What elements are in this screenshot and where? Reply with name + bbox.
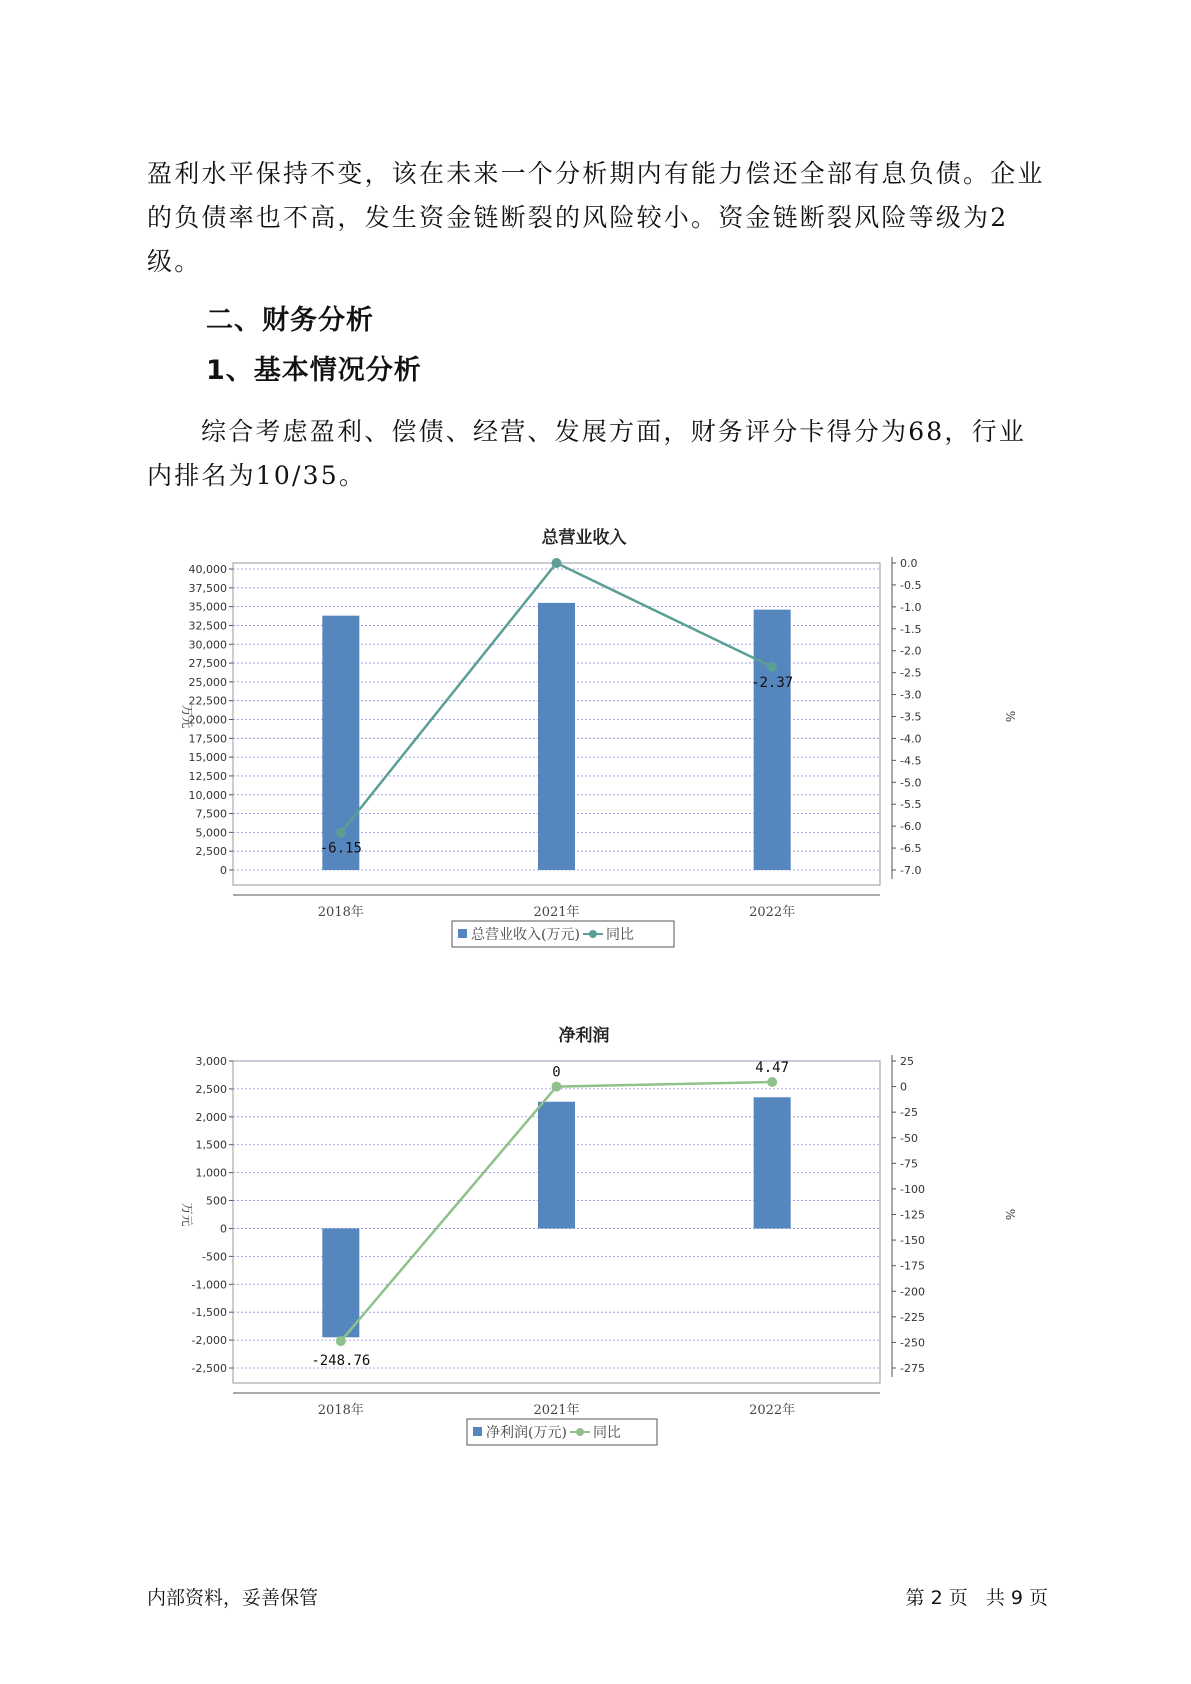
data-label: 4.47 [755,1060,790,1077]
series-point [336,1336,346,1346]
paragraph-risk: 盈利水平保持不变，该在未来一个分析期内有能力偿还全部有息负债。企业的负债率也不高，发生资金链断裂的风险较小。资金链断裂风险等级为2级。 [147,159,1045,276]
footer-page-number: 第 2 页 共 9 页 [905,1587,1048,1609]
y2-axis-label: % [1003,710,1017,723]
y-tick-label: 17,500 [188,732,227,746]
y-axis-label: 万元 [180,704,194,729]
y2-tick-label: -175 [900,1259,925,1273]
chart-net-profit [170,1023,1030,1483]
y-axis-label: 万元 [180,1202,194,1227]
y-tick-label: 10,000 [188,788,227,802]
y2-tick-label: 25 [900,1055,914,1068]
y2-tick-label: -0.5 [900,578,922,592]
bar [538,603,575,870]
y-tick-label: 25,000 [188,675,227,689]
bar [754,610,791,870]
chart-total-revenue-svg [170,525,1030,985]
x-tick-label: 2021年 [533,1403,580,1418]
subsection-heading-basic-analysis: 1、基本情况分析 [206,355,422,386]
y2-tick-label: -6.5 [900,842,922,856]
x-tick-label: 2021年 [533,905,580,920]
series-point [552,1082,562,1092]
chart-net-profit-svg [170,1023,1030,1483]
legend-line-marker [576,1428,584,1436]
y2-tick-label: -3.0 [900,688,922,702]
bar [322,1228,359,1337]
y-tick-label: -2,500 [191,1362,227,1375]
legend-bar-label: 总营业收入(万元) [471,927,580,943]
y-tick-label: 3,000 [195,1055,227,1068]
y2-tick-label: -250 [900,1336,925,1350]
legend-line-label: 同比 [592,1425,621,1441]
legend-line-marker [589,930,597,938]
y-tick-label: -2,000 [191,1334,227,1348]
x-tick-label: 2022年 [749,905,796,920]
y2-tick-label: -150 [900,1234,925,1248]
y2-tick-label: -5.0 [900,776,922,790]
y-tick-label: 27,500 [188,657,227,671]
y2-tick-label: 0.0 [900,557,918,570]
y-tick-label: -500 [202,1250,227,1264]
y-tick-label: 20,000 [188,713,227,727]
y-tick-label: -1,000 [191,1278,227,1292]
y-tick-label: 2,000 [195,1110,227,1124]
y-tick-label: 30,000 [188,638,227,652]
y-tick-label: 22,500 [188,694,227,708]
y2-tick-label: -4.5 [900,754,922,768]
data-label: -2.37 [751,674,794,691]
y-tick-label: 0 [220,1222,227,1236]
x-tick-label: 2018年 [317,905,364,920]
footer-confidential: 内部资料，妥善保管 [147,1587,319,1609]
data-label: -6.15 [319,840,362,857]
y2-tick-label: -100 [900,1182,925,1196]
series-point [336,828,346,838]
bar [754,1097,791,1228]
y-tick-label: 2,500 [195,845,227,859]
y-tick-label: 2,500 [195,1082,227,1096]
series-point [552,558,562,568]
y-tick-label: 37,500 [188,581,227,595]
y-tick-label: 15,000 [188,751,227,765]
legend-bar-swatch [473,1427,482,1436]
paragraph-score: 综合考虑盈利、偿债、经营、发展方面，财务评分卡得分为68，行业内排名为10/35。 [147,417,1027,490]
y-tick-label: 0 [220,864,227,877]
series-point [767,662,777,672]
y2-tick-label: -5.5 [900,798,922,812]
y2-tick-label: -125 [900,1208,925,1222]
y-tick-label: 500 [206,1194,227,1208]
y2-axis-label: % [1003,1208,1017,1221]
y2-tick-label: -225 [900,1310,925,1324]
y2-tick-label: -75 [900,1157,918,1171]
series-point [767,1077,777,1087]
legend-line-label: 同比 [605,927,634,943]
y-tick-label: 40,000 [188,563,227,577]
legend-bar-label: 净利润(万元) [486,1425,567,1441]
chart-title: 总营业收入 [541,528,627,548]
y-tick-label: 1,500 [195,1138,227,1152]
legend-bar-swatch [458,929,467,938]
x-tick-label: 2022年 [749,1403,796,1418]
y2-tick-label: -7.0 [900,864,922,877]
y-tick-label: 7,500 [195,807,227,821]
section-heading-financial-analysis: 二、财务分析 [206,305,374,336]
x-tick-label: 2018年 [317,1403,364,1418]
bar [538,1102,575,1229]
y2-tick-label: -2.0 [900,644,922,658]
y-tick-label: 12,500 [188,769,227,783]
chart-title: 净利润 [558,1026,610,1046]
y2-tick-label: -275 [900,1362,925,1375]
y2-tick-label: -3.5 [900,710,922,724]
y-tick-label: -1,500 [191,1306,227,1320]
y-tick-label: 32,500 [188,619,227,633]
y2-tick-label: -2.5 [900,666,922,680]
y-tick-label: 35,000 [188,600,227,614]
data-label: 0 [552,1064,561,1081]
chart-total-revenue [170,525,1030,985]
data-label: -248.76 [311,1353,371,1370]
y2-tick-label: -25 [900,1106,918,1120]
y2-tick-label: -1.5 [900,622,922,636]
y-tick-label: 1,000 [195,1166,227,1180]
y2-tick-label: -4.0 [900,732,922,746]
y2-tick-label: -6.0 [900,820,922,834]
y-tick-label: 5,000 [195,826,227,840]
y2-tick-label: -1.0 [900,600,922,614]
y2-tick-label: -200 [900,1285,925,1299]
y2-tick-label: -50 [900,1131,918,1145]
y2-tick-label: 0 [900,1080,907,1094]
